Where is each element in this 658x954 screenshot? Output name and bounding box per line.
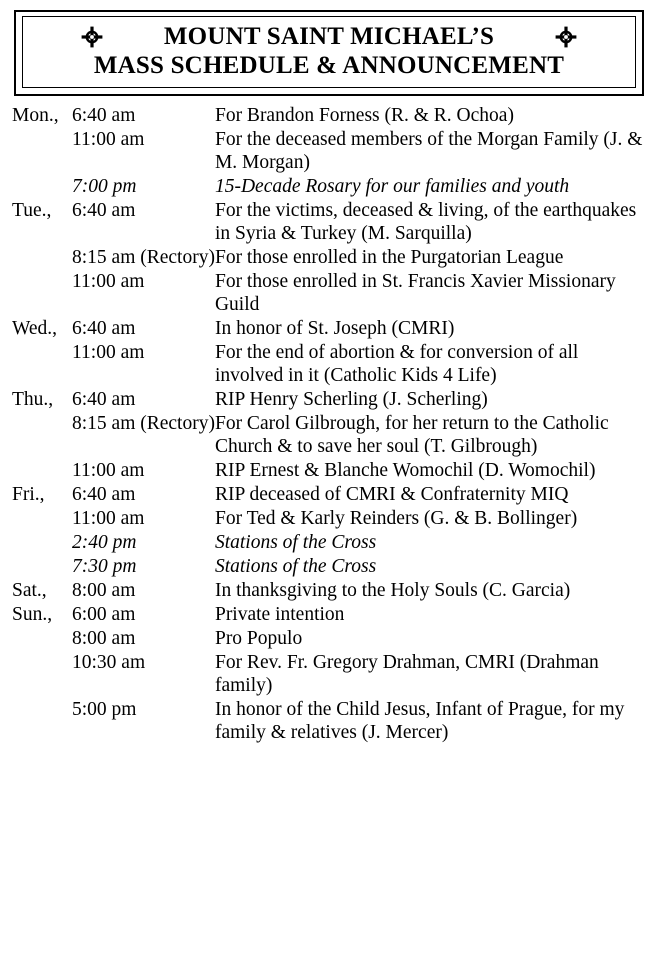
table-row bbox=[12, 388, 646, 412]
schedule-day: Sun., bbox=[12, 604, 53, 625]
schedule-time: 6:40 am bbox=[72, 318, 136, 339]
schedule-body bbox=[12, 104, 646, 745]
table-row bbox=[12, 175, 646, 199]
schedule-intention: For Ted & Karly Reinders (G. & B. Bollinger) bbox=[214, 508, 578, 529]
schedule-time: 5:00 pm bbox=[72, 699, 137, 720]
table-row bbox=[12, 507, 646, 531]
schedule-time: 11:00 am bbox=[72, 342, 145, 363]
page-title bbox=[31, 22, 627, 80]
schedule-intention: For Rev. Fr. Gregory Drahman, CMRI (Drahman family) bbox=[214, 652, 599, 696]
schedule-day: Fri., bbox=[12, 484, 45, 505]
header-box bbox=[14, 10, 644, 96]
schedule-intention: For Carol Gilbrough, for her return to the Catholic Church & to save her soul (T. Gilbrough) bbox=[214, 413, 609, 457]
mass-schedule-table bbox=[12, 104, 646, 745]
schedule-time: 11:00 am bbox=[72, 508, 145, 529]
schedule-day bbox=[12, 128, 72, 175]
table-row bbox=[12, 317, 646, 341]
schedule-day bbox=[12, 507, 72, 531]
schedule-time: 8:15 am (Rectory) bbox=[72, 247, 215, 268]
schedule-time: 11:00 am bbox=[72, 271, 145, 292]
schedule-time: 8:00 am bbox=[72, 628, 136, 649]
schedule-time: 6:40 am bbox=[72, 200, 136, 221]
table-row bbox=[12, 483, 646, 507]
header-inner bbox=[22, 16, 636, 88]
schedule-intention: RIP Henry Scherling (J. Scherling) bbox=[214, 389, 488, 410]
schedule-day bbox=[12, 531, 72, 555]
schedule-day: Wed., bbox=[12, 318, 57, 339]
table-row bbox=[12, 104, 646, 128]
schedule-time: 11:00 am bbox=[72, 460, 145, 481]
schedule-day bbox=[12, 698, 72, 745]
schedule-time: 11:00 am bbox=[72, 129, 145, 150]
schedule-day bbox=[12, 555, 72, 579]
table-row bbox=[12, 603, 646, 627]
schedule-intention: For Brandon Forness (R. & R. Ochoa) bbox=[214, 105, 514, 126]
schedule-intention: Stations of the Cross bbox=[214, 556, 377, 577]
schedule-time: 2:40 pm bbox=[72, 532, 137, 553]
table-row bbox=[12, 459, 646, 483]
title-line-1: MOUNT SAINT MICHAEL’S bbox=[163, 23, 495, 50]
schedule-day: Thu., bbox=[12, 389, 54, 410]
schedule-day: Mon., bbox=[12, 105, 59, 126]
schedule-day bbox=[12, 627, 72, 651]
schedule-time: 6:40 am bbox=[72, 105, 136, 126]
schedule-intention: Stations of the Cross bbox=[214, 532, 377, 553]
table-row bbox=[12, 555, 646, 579]
schedule-day bbox=[12, 270, 72, 317]
table-row bbox=[12, 627, 646, 651]
schedule-intention: RIP Ernest & Blanche Womochil (D. Womochil) bbox=[214, 460, 596, 481]
schedule-day: Sat., bbox=[12, 580, 47, 601]
table-row bbox=[12, 246, 646, 270]
cross-icon bbox=[81, 26, 103, 48]
schedule-time: 6:00 am bbox=[72, 604, 136, 625]
table-row bbox=[12, 128, 646, 175]
schedule-time: 6:40 am bbox=[72, 484, 136, 505]
schedule-intention: For the deceased members of the Morgan Family (J. & M. Morgan) bbox=[214, 129, 643, 173]
cross-icon bbox=[555, 26, 577, 48]
table-row bbox=[12, 341, 646, 388]
schedule-day bbox=[12, 651, 72, 698]
schedule-time: 7:30 pm bbox=[72, 556, 137, 577]
table-row bbox=[12, 412, 646, 459]
schedule-intention: Private intention bbox=[214, 604, 345, 625]
schedule-intention: For those enrolled in the Purgatorian League bbox=[214, 247, 564, 268]
schedule-intention: For the end of abortion & for conversion of all involved in it (Catholic Kids 4 Life) bbox=[214, 342, 579, 386]
schedule-intention: For those enrolled in St. Francis Xavier Missionary Guild bbox=[214, 271, 616, 315]
schedule-day bbox=[12, 246, 72, 270]
schedule-day bbox=[12, 459, 72, 483]
schedule-time: 8:15 am (Rectory) bbox=[72, 413, 215, 434]
table-row bbox=[12, 579, 646, 603]
schedule-intention: 15-Decade Rosary for our families and youth bbox=[214, 176, 570, 197]
schedule-time: 6:40 am bbox=[72, 389, 136, 410]
table-row bbox=[12, 270, 646, 317]
schedule-day bbox=[12, 175, 72, 199]
schedule-intention: In honor of St. Joseph (CMRI) bbox=[214, 318, 455, 339]
schedule-time: 7:00 pm bbox=[72, 176, 137, 197]
table-row bbox=[12, 531, 646, 555]
schedule-day bbox=[12, 412, 72, 459]
schedule-intention: Pro Populo bbox=[214, 628, 303, 649]
table-row bbox=[12, 651, 646, 698]
schedule-day: Tue., bbox=[12, 200, 52, 221]
schedule-time: 10:30 am bbox=[72, 652, 146, 673]
schedule-intention: For the victims, deceased & living, of the earthquakes in Syria & Turkey (M. Sarquilla) bbox=[214, 200, 637, 244]
schedule-intention: In honor of the Child Jesus, Infant of Prague, for my family & relatives (J. Mercer) bbox=[214, 699, 625, 743]
schedule-day bbox=[12, 341, 72, 388]
table-row bbox=[12, 199, 646, 246]
title-line-2: MASS SCHEDULE & ANNOUNCEMENT bbox=[93, 52, 565, 79]
schedule-time: 8:00 am bbox=[72, 580, 136, 601]
schedule-intention: RIP deceased of CMRI & Confraternity MIQ bbox=[214, 484, 569, 505]
table-row bbox=[12, 698, 646, 745]
schedule-intention: In thanksgiving to the Holy Souls (C. Garcia) bbox=[214, 580, 571, 601]
